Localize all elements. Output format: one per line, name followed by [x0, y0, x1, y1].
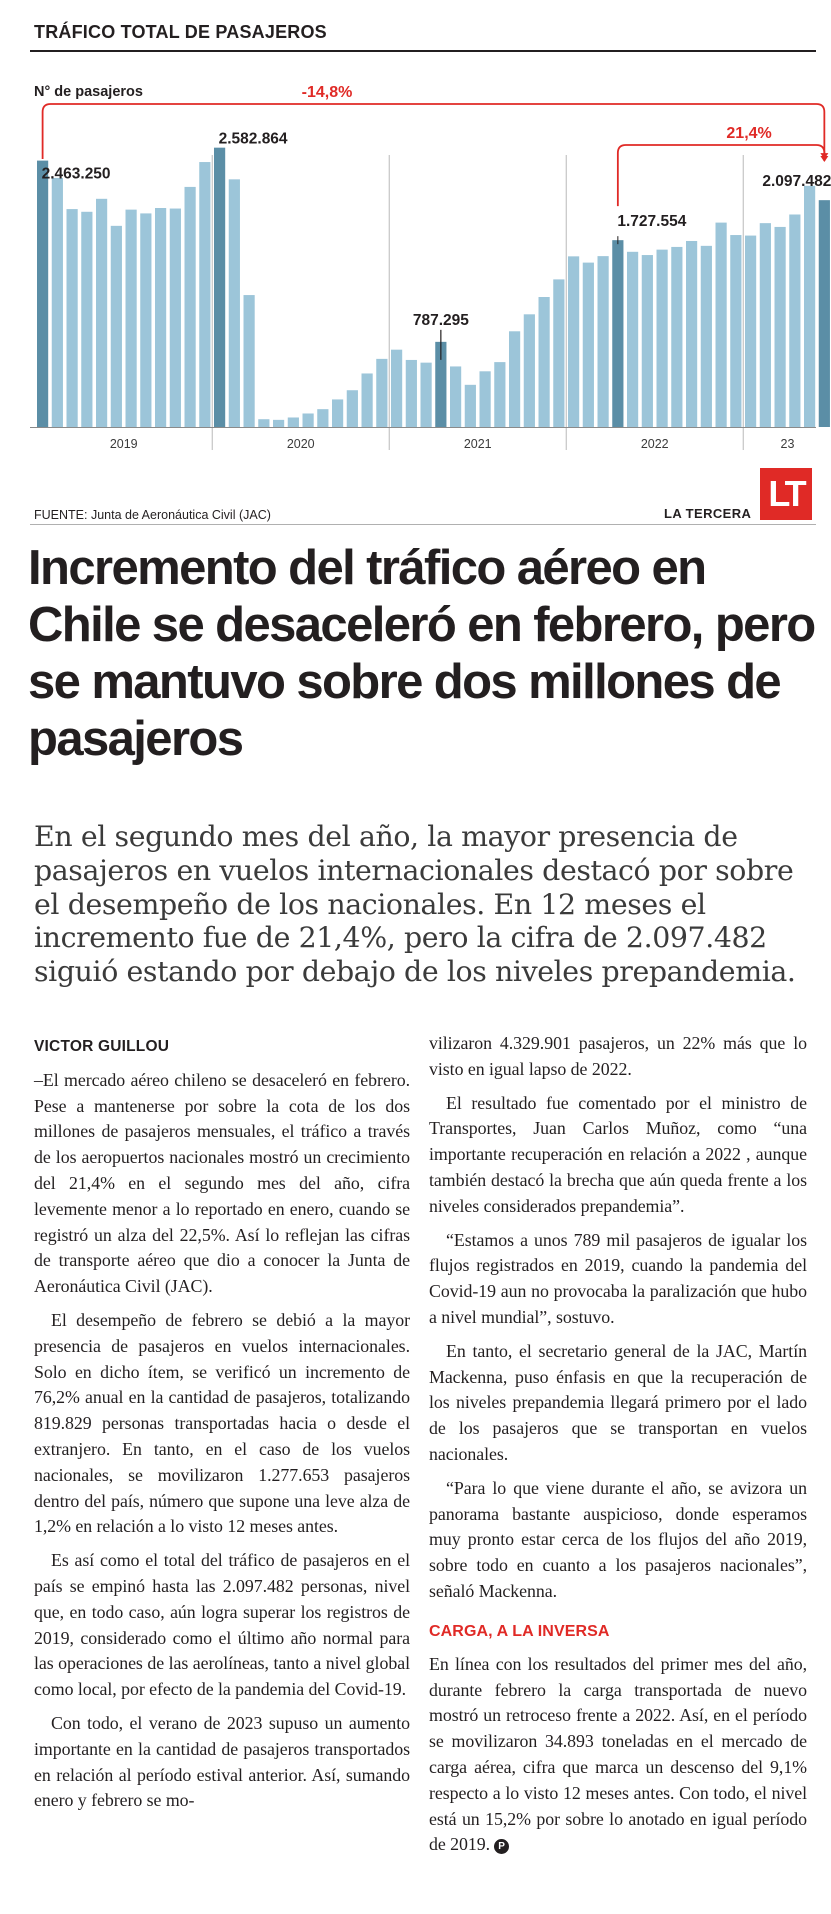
brand-name: LA TERCERA — [664, 506, 752, 521]
chart-bar — [81, 212, 92, 427]
chart-bar — [303, 413, 314, 427]
chart-bar — [214, 148, 225, 427]
y-axis-label: N° de pasajeros — [34, 84, 143, 100]
value-label: 1.727.554 — [617, 213, 687, 231]
chart-bar — [126, 210, 137, 427]
body-paragraph: En tanto, el secretario general de la JAC, Martín Mackenna, puso énfasis en que la recuperación de los niveles prepandemia llegará primero por el lado de los pasajeros que se transportan en vuelos nacionales. — [429, 1340, 807, 1464]
x-tick-label: 2019 — [109, 437, 138, 451]
chart-bar — [376, 359, 387, 427]
chart-bar — [155, 208, 166, 427]
chart-bar — [244, 295, 255, 427]
change-label: -14,8% — [301, 84, 353, 101]
la-tercera-logo: LT — [760, 468, 812, 520]
end-mark-icon: P — [494, 1839, 509, 1854]
chart-bar — [819, 200, 830, 427]
chart-bar — [406, 360, 417, 427]
value-label: 2.582.864 — [218, 130, 288, 148]
chart-bar — [229, 179, 240, 427]
chart-bar — [745, 236, 756, 427]
chart-bar — [96, 199, 107, 427]
chart-bar — [627, 252, 638, 427]
body-paragraph: –El mercado aéreo chileno se desaceleró en febrero. Pese a mantenerse por sobre la cota de los dos millones de pasajeros mensuales, el tráfico a través de los aeropuertos nacionales mostró un crecimiento del 21,4% en el segundo mes del año, cifra levemente menor a lo reportado en enero, cuando se registró un alza del 22,5%. Así lo reflejan las cifras de transporte aéreo que dio a conocer la Junta de Aeronáutica Civil (JAC). — [34, 1069, 410, 1297]
chart-bar — [273, 420, 284, 427]
change-label: 21,4% — [726, 125, 772, 142]
chart-bar — [199, 162, 210, 427]
body-paragraph: El desempeño de febrero se debió a la mayor presencia de pasajeros en vuelos internacionales. Solo en dicho ítem, se verificó un incremento de 76,2% anual en la cantidad de pasajeros, totalizando 819.829 personas transportadas hacia o desde el extranjero. En tanto, en el caso de los vuelos nacionales, se movilizaron 1.277.653 pasajeros dentro del país, número que supone una leve alza de 1,2% en relación a lo visto 12 meses antes. — [34, 1309, 410, 1537]
body-paragraph: “Estamos a unos 789 mil pasajeros de igualar los flujos registrados en 2019, cuando la pandemia del Covid-19 aun no provocaba la paralización que hubo a nivel mundial”, sostuvo. — [429, 1229, 807, 1327]
chart-bar — [539, 297, 550, 427]
body-paragraph: vilizaron 4.329.901 pasajeros, un 22% más que lo visto en igual lapso de 2022. — [429, 1033, 807, 1079]
chart-bar — [170, 209, 181, 427]
headline: Incremento del tráfico aéreo en Chile se desaceleró en febrero, pero se mantuvo sobre dos millones de pasajeros — [28, 541, 815, 767]
chart-bar — [258, 419, 269, 427]
byline: VICTOR GUILLOU — [34, 1038, 170, 1055]
body-text: En línea con los resultados del primer mes del año, durante febrero la carga transportada de nuevo mostró un retroceso frente a 2022. Así, en el período se movilizaron 34.893 toneladas en el mercado de carga aérea, cifra que marca un descenso del 9,1% respecto a lo visto 12 meses antes. Con todo, el nivel está un 15,2% por sobre lo anotado en igual período de 2019. — [429, 1653, 807, 1855]
chart-bar — [524, 314, 535, 427]
top-divider — [30, 50, 816, 52]
article-column-right — [429, 1031, 807, 1858]
article-column-left — [34, 1034, 410, 1814]
chart-bar — [730, 235, 741, 427]
chart-bar — [598, 256, 609, 427]
value-label: 2.463.250 — [41, 165, 111, 183]
chart-bar — [494, 362, 505, 427]
chart-bar — [317, 409, 328, 427]
chart-bar — [509, 331, 520, 427]
chart-bar — [760, 223, 771, 427]
chart-bar — [716, 223, 727, 427]
body-paragraph: El resultado fue comentado por el ministro de Transportes, Juan Carlos Muñoz, como “una importante recuperación en relación a 2022 , aunque también destacó la brecha que aún queda frente a los niveles considerados prepandemia”. — [429, 1092, 807, 1216]
source-note: FUENTE: Junta de Aeronáutica Civil (JAC) — [34, 508, 271, 522]
chart-bar — [37, 161, 48, 427]
chart-bar — [140, 213, 151, 427]
chart-bar — [671, 247, 682, 427]
body-paragraph — [429, 1652, 807, 1858]
chart-bar — [775, 227, 786, 427]
chart-bar — [111, 226, 122, 427]
value-label: 787.295 — [412, 311, 469, 329]
chart-bar — [701, 246, 712, 427]
chart-bar — [362, 373, 373, 427]
chart-bar — [686, 241, 697, 427]
chart-bar — [657, 250, 668, 427]
chart-bar — [553, 279, 564, 427]
x-tick-label: 2020 — [286, 437, 315, 451]
chart-bar — [583, 263, 594, 427]
chart-bar — [391, 350, 402, 427]
chart-bar — [332, 399, 343, 427]
chart-bar — [185, 187, 196, 427]
chart-bottom-divider — [30, 524, 816, 525]
chart-bar — [804, 186, 815, 427]
deck-summary: En el segundo mes del año, la mayor presencia de pasajeros en vuelos internacionales destacó por sobre el desempeño de los nacionales. En 12 meses el incremento fue de 21,4%, pero la cifra de 2.097.482 siguió estando por debajo de los niveles prepandemia. — [34, 820, 796, 989]
change-bracket — [43, 104, 825, 161]
value-label: 2.097.482 — [762, 173, 831, 191]
chart-bar — [450, 366, 461, 427]
body-paragraph: “Para lo que viene durante el año, se avizora un panorama bastante auspicioso, donde esperamos muy pronto estar cerca de los flujos del año 2019, sobre todo en cuanto a los pasajeros nacionales”, señaló Mackenna. — [429, 1477, 807, 1601]
section-subhead: CARGA, A LA INVERSA — [429, 1622, 610, 1640]
chart-bar — [789, 214, 800, 427]
body-paragraph: Es así como el total del tráfico de pasajeros en el país se empinó hasta las 2.097.482 personas, nivel que, en todo caso, aún logra superar los registros de 2019, considerado como el último año normal para las operaciones de las aerolíneas, tanto a nivel global como local, por efecto de la pandemia del Covid-19. — [34, 1550, 410, 1700]
chart-bar — [480, 371, 491, 427]
x-tick-label: 2021 — [463, 437, 492, 451]
body-paragraph: Con todo, el verano de 2023 supuso un aumento importante en la cantidad de pasajeros transportados en relación al período estival anterior. Así, sumando enero y febrero se mo- — [34, 1712, 410, 1811]
chart-bar — [288, 417, 299, 427]
chart-bar — [568, 256, 579, 427]
chart-bar — [642, 255, 653, 427]
chart-title: TRÁFICO TOTAL DE PASAJEROS — [34, 22, 327, 42]
chart-bar — [612, 240, 623, 427]
chart-bar — [347, 390, 358, 427]
chart-bar — [67, 209, 78, 427]
x-tick-label: 23 — [780, 437, 795, 451]
chart-bar — [421, 363, 432, 427]
x-tick-label: 2022 — [640, 437, 669, 451]
chart-bar — [465, 385, 476, 427]
chart-bar — [52, 178, 63, 427]
